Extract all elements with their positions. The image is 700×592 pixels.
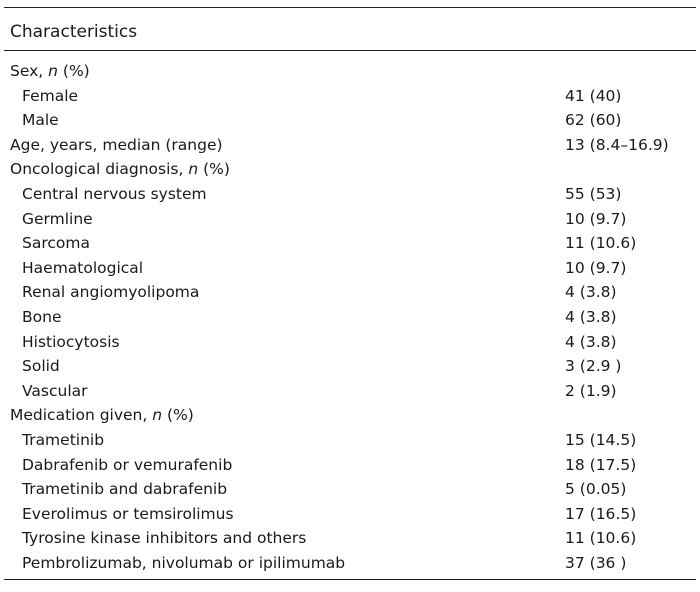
row-label [10, 157, 230, 182]
row-value: 10 (9.7) [565, 258, 627, 277]
row-label: Dabrafenib or vemurafenib [22, 455, 233, 474]
row-label [10, 59, 90, 84]
header-rule [4, 50, 696, 51]
row-label: Female [22, 86, 79, 105]
row-label: Bone [22, 307, 62, 326]
row-label-text: Oncological diagnosis, [10, 160, 189, 179]
table-row [0, 551, 700, 576]
table-row [0, 379, 700, 404]
row-value: 15 (14.5) [565, 430, 637, 449]
row-label: Renal angiomyolipoma [22, 283, 200, 302]
row-value: 4 (3.8) [565, 283, 617, 302]
row-label-suffix: (%) [162, 406, 194, 425]
table-row [0, 280, 700, 305]
row-value: 11 (10.6) [565, 529, 637, 548]
row-label: Sarcoma [22, 234, 90, 253]
table-row [0, 207, 700, 232]
table-row [0, 84, 700, 109]
row-label-italic: n [152, 406, 163, 425]
table-row [0, 133, 700, 158]
row-label: Trametinib [22, 430, 105, 449]
row-label-italic: n [48, 62, 58, 80]
table-header: Characteristics [10, 22, 138, 42]
table-row [0, 231, 700, 256]
table-row [0, 157, 700, 182]
row-label: Germline [22, 209, 93, 228]
row-label: Trametinib and dabrafenib [22, 480, 228, 499]
row-label: Central nervous system [22, 184, 207, 203]
table-row [0, 182, 700, 207]
row-label-text: Medication given, [10, 406, 153, 425]
top-rule [4, 7, 696, 8]
row-value: 13 (8.4–16.9) [565, 135, 669, 154]
table-row [0, 526, 700, 551]
table-row [0, 477, 700, 502]
row-label-suffix: (%) [198, 160, 230, 179]
row-label: Pembrolizumab, nivolumab or ipilimumab [22, 553, 346, 572]
row-value: 3 (2.9 ) [565, 357, 622, 376]
table-row [0, 502, 700, 527]
row-label [10, 403, 194, 428]
table-row [0, 59, 700, 84]
row-value: 62 (60) [565, 111, 622, 130]
row-value: 18 (17.5) [565, 455, 637, 474]
row-value: 10 (9.7) [565, 209, 627, 228]
row-value: 17 (16.5) [565, 504, 637, 523]
row-label: Age, years, median (range) [10, 135, 223, 154]
row-value: 37 (36 ) [565, 553, 627, 572]
table-row [0, 330, 700, 355]
table-row [0, 403, 700, 428]
table-row [0, 354, 700, 379]
table-row [0, 428, 700, 453]
row-value: 5 (0.05) [565, 480, 627, 499]
row-label: Haematological [22, 258, 144, 277]
row-value: 41 (40) [565, 86, 622, 105]
table-row [0, 453, 700, 478]
row-value: 11 (10.6) [565, 234, 637, 253]
row-label: Everolimus or temsirolimus [22, 504, 234, 523]
table-body [0, 59, 700, 575]
row-value: 2 (1.9) [565, 381, 617, 400]
row-label: Tyrosine kinase inhibitors and others [22, 529, 307, 548]
row-label-suffix: (%) [57, 62, 90, 80]
bottom-rule [4, 579, 696, 580]
row-label: Male [22, 111, 59, 130]
row-label: Histiocytosis [22, 332, 120, 351]
row-value: 4 (3.8) [565, 307, 617, 326]
row-label: Vascular [22, 381, 88, 400]
table-row [0, 305, 700, 330]
row-label-italic: n [188, 160, 199, 179]
row-label: Solid [22, 357, 60, 376]
table-row [0, 256, 700, 281]
row-label-text: Sex, [10, 62, 49, 80]
table-row [0, 108, 700, 133]
row-value: 4 (3.8) [565, 332, 617, 351]
row-value: 55 (53) [565, 184, 622, 203]
